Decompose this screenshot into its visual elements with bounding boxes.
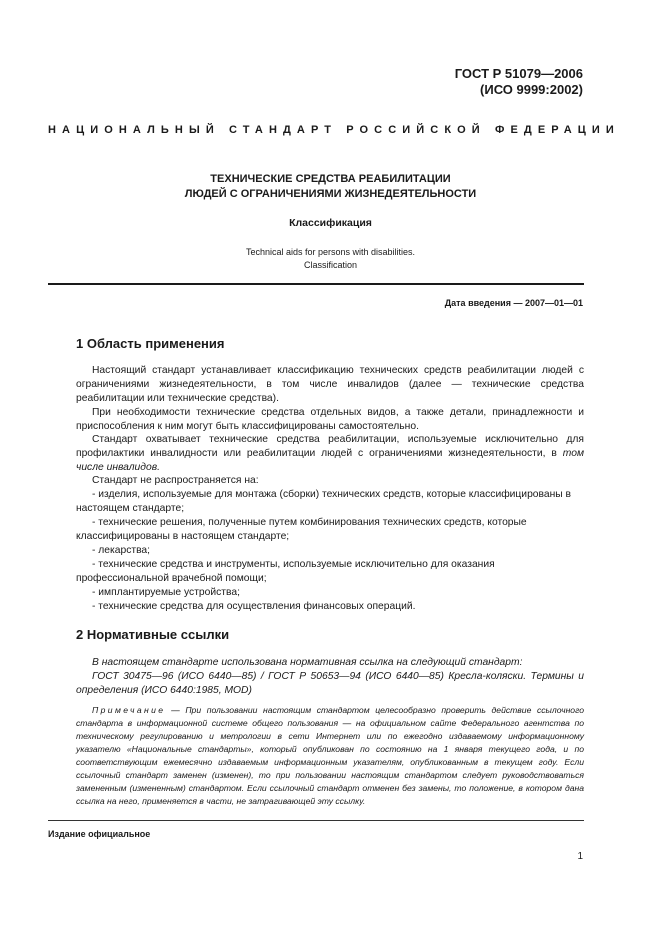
standard-designation: [455, 66, 583, 98]
list-item: - лекарства;: [92, 545, 151, 556]
list-item: - имплантируемые устройства;: [92, 587, 240, 598]
section-1-paragraph-4: Стандарт не распространяется на:: [92, 475, 259, 486]
title-line-1: ТЕХНИЧЕСКИЕ СРЕДСТВА РЕАБИЛИТАЦИИ: [210, 173, 451, 185]
title-line-2: ЛЮДЕЙ С ОГРАНИЧЕНИЯМИ ЖИЗНЕДЕЯТЕЛЬНОСТИ: [184, 188, 477, 200]
document-subtitle: Классификация: [289, 217, 372, 229]
introduction-date: Дата введения — 2007—01—01: [444, 298, 583, 308]
edition-label: Издание официальное: [48, 829, 151, 839]
document-title: [0, 172, 661, 202]
section-1-heading: 1 Область применения: [76, 336, 225, 351]
english-title-line-2: Classification: [303, 260, 358, 270]
list-item: - технические средства и инструменты, используемые исключительно для оказания профессиональной врачебной помощи;: [76, 559, 495, 584]
note-text: — При пользовании настоящим стандартом целесообразно проверить действие ссылочного стандарта в информационной системе общего пользования — на официальном сайте Федерального агентства по техническому регулированию и метрологии в сети Интернет или по ежегодно издаваемому информационному указателю «Национальные стандарты», который опубликован по состоянию на 1 января текущего года, и по соответствующим ежемесячно издаваемым информационным указателям, опубликованным в текущем году. Если ссылочный стандарт заменен (изменен), то при пользовании настоящим стандартом следует руководствоваться замененным (измененным) стандартом. Если ссылочный стандарт отменен без замены, то положение, в котором дана ссылка на него, применяется в части, не затрагивающей эту ссылку.: [76, 705, 584, 806]
page-number: 1: [577, 851, 583, 862]
section-2-heading: 2 Нормативные ссылки: [76, 627, 230, 642]
national-standard-banner: НАЦИОНАЛЬНЫЙ СТАНДАРТ РОССИЙСКОЙ ФЕДЕРАЦИИ: [48, 124, 620, 136]
standard-code: ГОСТ Р 51079—2006: [454, 66, 583, 81]
note-label: Примечание: [92, 705, 166, 715]
title-divider: [48, 283, 584, 285]
list-item: - технические решения, полученные путем комбинирования технических средств, которые классифицированы в настоящем стандарте;: [76, 517, 527, 542]
section-2-intro: В настоящем стандарте использована нормативная ссылка на следующий стандарт:: [92, 657, 523, 668]
section-1-paragraph-2: При необходимости технические средства отдельных видов, а также детали, принадлежности и приспособления к ним могут быть классифицированы самостоятельно.: [76, 407, 584, 432]
english-title: [0, 246, 661, 272]
section-1-paragraph-1: Настоящий стандарт устанавливает классификацию технических средств реабилитации людей с ограничениями жизнедеятельности, в том числе инвалидов (далее — технические средства реабилитации или технические средства).: [76, 365, 584, 404]
english-title-line-1: Technical aids for persons with disabilities.: [245, 247, 416, 257]
footer-divider: [48, 820, 584, 821]
iso-code: (ИСО 9999:2002): [480, 82, 583, 97]
normative-reference: ГОСТ 30475—96 (ИСО 6440—85) / ГОСТ Р 50653—94 (ИСО 6440—85) Кресла-коляски. Термины и определения (ИСО 6440:1985, MOD): [76, 671, 584, 696]
section-1-paragraph-3: Стандарт охватывает технические средства реабилитации, используемые исключительно для профилактики инвалидности или реабилитации людей с ограничениями жизнедеятельности, в том числе инвалидов.: [76, 434, 584, 473]
list-item: - изделия, используемые для монтажа (сборки) технических средств, которые классифицированы в настоящем стандарте;: [76, 489, 572, 514]
list-item: - технические средства для осуществления финансовых операций.: [92, 601, 416, 612]
note: [76, 704, 584, 808]
